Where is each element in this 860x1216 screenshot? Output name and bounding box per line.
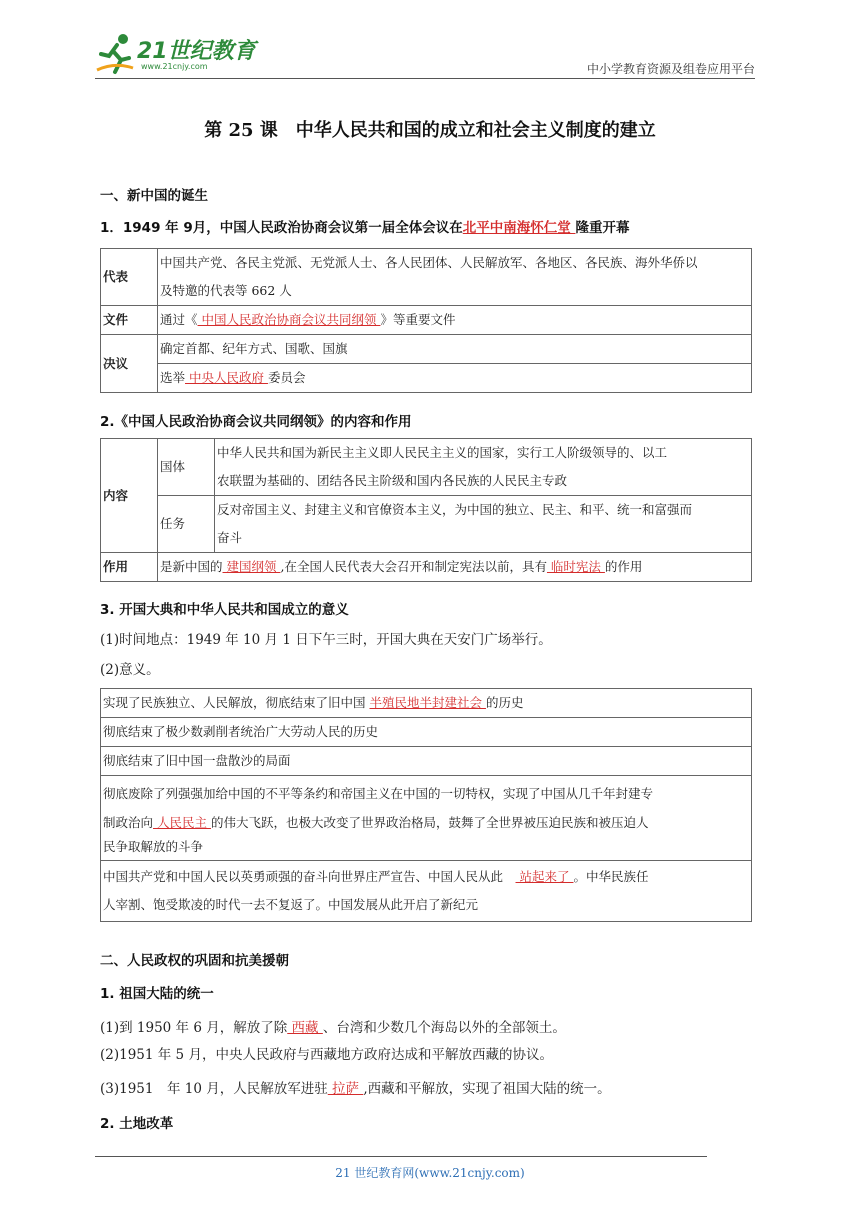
- table-row: [101, 306, 752, 335]
- table-row: [101, 553, 752, 582]
- fill-blank: 中国人民政治协商会议共同纲领: [197, 312, 381, 327]
- page-title: 第 25 课 中华人民共和国的成立和社会主义制度的建立: [204, 120, 656, 141]
- table-row: [101, 861, 752, 922]
- text-span: 。中华民族任: [573, 869, 649, 884]
- cell-line: 中华人民共和国为新民主主义即人民民主主义的国家，实行工人阶级领导的、以工: [217, 445, 668, 460]
- section-2-heading: 二、人民政权的巩固和抗美援朝: [100, 953, 289, 969]
- table-row: [101, 747, 752, 776]
- cell-line: 农联盟为基础的、团结各民主阶级和国内各民族的人民民主专政: [217, 473, 568, 488]
- text-span: (1)到 1950 年 6 月，解放了除: [100, 1020, 288, 1036]
- s2-heading-1: 1. 祖国大陆的统一: [100, 986, 214, 1002]
- fill-blank: 临时宪法: [546, 559, 605, 574]
- table-cell: [215, 496, 752, 553]
- row-label: 内容: [101, 439, 158, 553]
- cell-line: 人宰割、饱受欺凌的时代一去不复返了。中国发展从此开启了新纪元: [103, 897, 479, 912]
- table-row: [101, 718, 752, 747]
- section-1-heading: 一、新中国的诞生: [100, 188, 208, 204]
- fill-blank: 建国纲领: [222, 559, 281, 574]
- table-cell: [158, 553, 752, 582]
- table-row: [101, 496, 752, 553]
- s1-heading-3: 3. 开国大典和中华人民共和国成立的意义: [100, 602, 349, 618]
- s1-heading-2: 2.《中国人民政治协商会议共同纲领》的内容和作用: [100, 414, 412, 430]
- cell-line: 反对帝国主义、封建主义和官僚资本主义，为中国的独立、民主、和平、统一和富强而: [217, 502, 693, 517]
- s1-paragraph-1: [100, 216, 629, 236]
- fill-blank: 拉萨: [327, 1081, 364, 1097]
- text-span: ,西藏和平解放，实现了祖国大陆的统一。: [363, 1081, 611, 1097]
- text-span: 的历史: [485, 695, 524, 710]
- table-row: [101, 776, 752, 861]
- table-row: [101, 335, 752, 364]
- footer-text[interactable]: 21 世纪教育网(www.21cnjy.com): [335, 1166, 525, 1180]
- row-label: 代表: [101, 249, 158, 306]
- table-row: [101, 439, 752, 496]
- cell-line: 彻底废除了列强强加给中国的不平等条约和帝国主义在中国的一切特权，实现了中国从几千年封建专: [103, 786, 654, 801]
- cell-line: 中国共产党、各民主党派、无党派人士、各人民团体、人民解放军、各地区、各民族、海外华侨以: [160, 255, 698, 270]
- cell-line: 奋斗: [217, 530, 243, 545]
- table-congress: [100, 248, 752, 393]
- cell-line: 及特邀的代表等 662 人: [160, 283, 292, 298]
- text-span: 选举: [160, 370, 186, 385]
- text-span: 的作用: [604, 559, 643, 574]
- table-common-program: [100, 438, 752, 582]
- site-logo: [95, 32, 255, 78]
- logo-url: www.21cnjy.com: [141, 62, 208, 71]
- fill-blank: 北平中南海怀仁堂: [462, 220, 576, 236]
- fill-blank: 人民民主: [153, 815, 211, 830]
- fill-blank: 半殖民地半封建社会: [369, 695, 486, 710]
- table-significance: [100, 688, 752, 922]
- sub-label: 国体: [158, 439, 215, 496]
- logo-text: 21世纪教育: [137, 39, 256, 64]
- text-span: 制政治向: [103, 815, 154, 830]
- text-span: (3)1951 年 10 月，人民解放军进驻: [100, 1081, 328, 1097]
- fill-blank: 站起来了: [515, 869, 574, 884]
- table-cell: 确定首都、纪年方式、国歌、国旗: [158, 335, 752, 364]
- text-span: 通过《: [160, 312, 198, 327]
- s2-paragraph-2: (2)1951 年 5 月，中央人民政府与西藏地方政府达成和平解放西藏的协议。: [100, 1047, 553, 1063]
- table-row: [101, 364, 752, 393]
- text-span: 是新中国的: [160, 559, 223, 574]
- text-span: 》等重要文件: [380, 312, 456, 327]
- text-span: 委员会: [267, 370, 306, 385]
- text-span: 隆重开幕: [575, 220, 630, 236]
- s1-paragraph-3-2: (2)意义。: [100, 662, 160, 678]
- text-span: 1．1949 年 9月，中国人民政治协商会议第一届全体会议在: [100, 220, 463, 236]
- row-label: 决议: [101, 335, 158, 393]
- text-span: ,在全国人民代表大会召开和制定宪法以前，具有: [280, 559, 547, 574]
- fill-blank: 西藏: [287, 1020, 323, 1036]
- header-divider: [95, 78, 755, 79]
- table-row: [101, 249, 752, 306]
- text-span: 实现了民族独立、人民解放，彻底结束了旧中国: [103, 695, 370, 710]
- text-span: 中国共产党和中国人民以英勇顽强的奋斗向世界庄严宣告、中国人民从此: [103, 869, 516, 884]
- footer-divider: [95, 1156, 707, 1157]
- s1-paragraph-3-1: (1)时间地点：1949 年 10 月 1 日下午三时，开国大典在天安门广场举行。: [100, 632, 552, 648]
- runner-logo-icon: [95, 32, 135, 76]
- s2-paragraph-3: [100, 1077, 611, 1097]
- table-cell: 彻底结束了极少数剥削者统治广大劳动人民的历史: [101, 718, 752, 747]
- table-cell: [158, 306, 752, 335]
- s2-heading-2: 2. 土地改革: [100, 1116, 174, 1132]
- sub-label: 任务: [158, 496, 215, 553]
- table-cell: [215, 439, 752, 496]
- cell-line: 民争取解放的斗争: [103, 839, 204, 854]
- table-cell: [101, 776, 752, 861]
- cell-line: [103, 808, 751, 837]
- cell-line: [103, 863, 751, 891]
- table-row: [101, 689, 752, 718]
- platform-name: 中小学教育资源及组卷应用平台: [586, 62, 755, 76]
- table-cell: [158, 364, 752, 393]
- table-cell: [158, 249, 752, 306]
- text-span: 、台湾和少数几个海岛以外的全部领土。: [322, 1020, 566, 1036]
- table-cell: 彻底结束了旧中国一盘散沙的局面: [101, 747, 752, 776]
- table-cell: [101, 861, 752, 922]
- row-label: 作用: [101, 553, 158, 582]
- table-cell: [101, 689, 752, 718]
- fill-blank: 中央人民政府: [185, 370, 268, 385]
- s2-paragraph-1: [100, 1016, 566, 1036]
- row-label: 文件: [101, 306, 158, 335]
- text-span: 的伟大飞跃，也极大改变了世界政治格局，鼓舞了全世界被压迫民族和被压迫人: [210, 815, 649, 830]
